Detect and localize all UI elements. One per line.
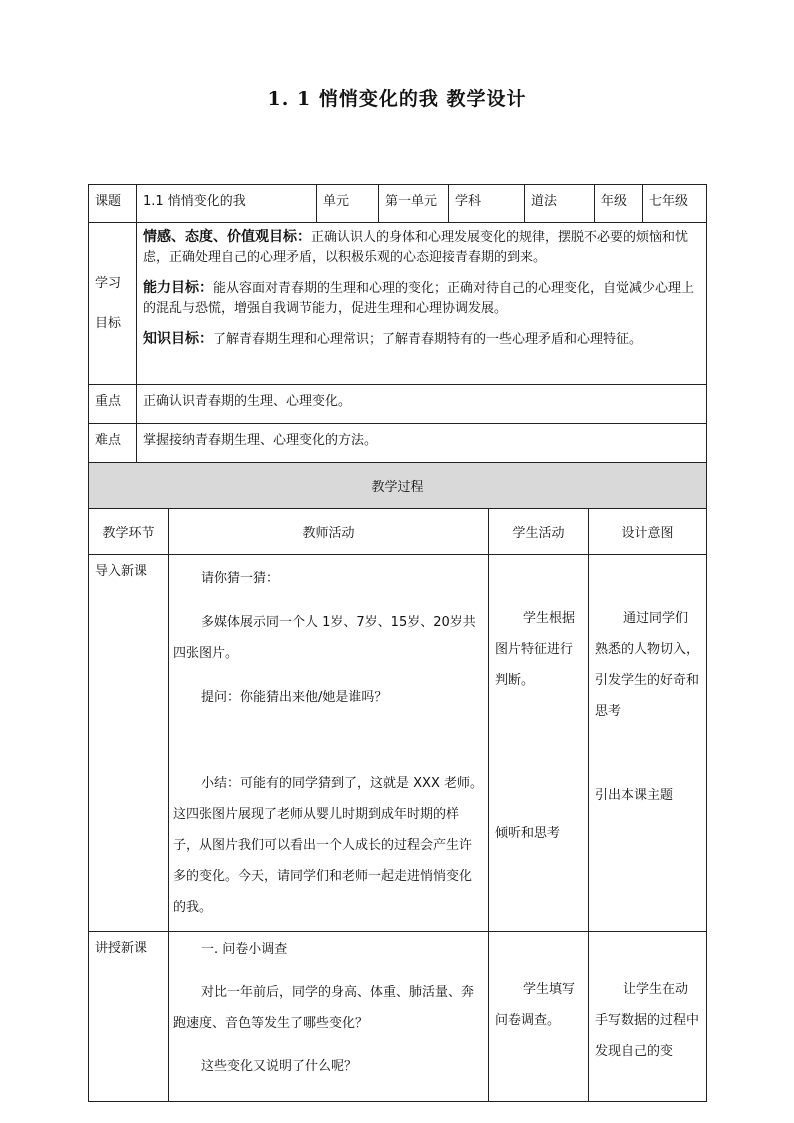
lesson-intent-cell: [589, 932, 707, 1102]
lesson-student-cell: [489, 932, 589, 1102]
key-point-label-cell: 重点: [89, 385, 137, 424]
intro-teacher-p4: 小结：可能有的同学猜到了，这就是 XXX 老师。这四张图片展现了老师从婴儿时期到成年时期的样子，从图片我们可以看出一个人成长的过程会产生许多的变化。今天，请同学们和老师一起走进悄悄变化的我。: [173, 776, 483, 915]
subject-value-cell: 道法: [525, 185, 595, 223]
topic-label-cell: 课题: [89, 185, 137, 223]
difficulty-cell: 掌握接纳青春期生理、心理变化的方法。: [137, 424, 707, 463]
intro-teacher-p3: 提问：你能猜出来他/她是谁吗？: [201, 690, 388, 705]
objectives-label-cell: [89, 223, 137, 385]
grade-label-cell: 年级: [595, 185, 643, 223]
column-student: 学生活动: [489, 509, 589, 555]
intro-intent-1: 通过同学们熟悉的人物切入，引发学生的好奇和思考: [595, 611, 700, 719]
objectives-label-2: 目标: [95, 315, 122, 331]
column-intent: 设计意图: [589, 509, 707, 555]
column-teacher: 教师活动: [169, 509, 489, 555]
emotion-objective: 情感、态度、价值观目标：正确认识人的身体和心理发展变化的规律，摆脱不必要的烦恼和忧虑，正确处理自己的心理矛盾，以积极乐观的心态迎接青春期的到来。: [143, 229, 689, 265]
intro-intent-cell: [589, 555, 707, 932]
process-header: 教学过程: [89, 463, 707, 509]
unit-label-cell: 单元: [317, 185, 379, 223]
intro-teacher-cell: [169, 555, 489, 932]
grade-value-cell: 七年级: [643, 185, 707, 223]
lesson-teacher-p1: 一. 问卷小调查: [201, 942, 288, 957]
intro-student-1: 学生根据图片特征进行判断。: [495, 611, 576, 688]
document-title: 1. 1 悄悄变化的我 教学设计: [267, 88, 527, 110]
process-table: [88, 462, 707, 1102]
intro-student-2: 倾听和思考: [495, 826, 561, 841]
key-point-cell: 正确认识青春期的生理、心理变化。: [137, 385, 707, 424]
intro-teacher-p2: 多媒体展示同一个人 1岁、7岁、15岁、20岁共四张图片。: [173, 615, 476, 661]
intro-student-cell: [489, 555, 589, 932]
intro-intent-2: 引出本课主题: [595, 788, 674, 803]
lesson-stage-cell: 讲授新课: [89, 932, 169, 1102]
subject-label-cell: 学科: [449, 185, 525, 223]
unit-value-cell: 第一单元: [379, 185, 449, 223]
intro-stage-cell: 导入新课: [89, 555, 169, 932]
lesson-student: 学生填写问卷调查。: [495, 982, 576, 1028]
objectives-label-1: 学习: [95, 275, 122, 291]
difficulty-label-cell: 难点: [89, 424, 137, 463]
column-stage: 教学环节: [89, 509, 169, 555]
objectives-cell: [137, 223, 707, 385]
lesson-teacher-p2: 对比一年前后，同学的身高、体重、肺活量、奔跑速度、音色等发生了哪些变化？: [173, 985, 475, 1031]
lesson-teacher-p3: 这些变化又说明了什么呢？: [201, 1059, 358, 1074]
lesson-intent: 让学生在动手写数据的过程中发现自己的变: [595, 982, 700, 1059]
lesson-teacher-cell: [169, 932, 489, 1102]
info-table: [88, 184, 707, 463]
intro-teacher-p1: 请你猜一猜：: [201, 571, 280, 586]
ability-objective: 能力目标：能从容面对青春期的生理和心理的变化；正确对待自己的心理变化，自觉减少心理上的混乱与恐慌，增强自我调节能力，促进生理和心理协调发展。: [143, 280, 695, 316]
knowledge-objective: 知识目标：了解青春期生理和心理常识；了解青春期特有的一些心理矛盾和心理特征。: [143, 331, 643, 347]
topic-value-cell: 1.1 悄悄变化的我: [137, 185, 317, 223]
